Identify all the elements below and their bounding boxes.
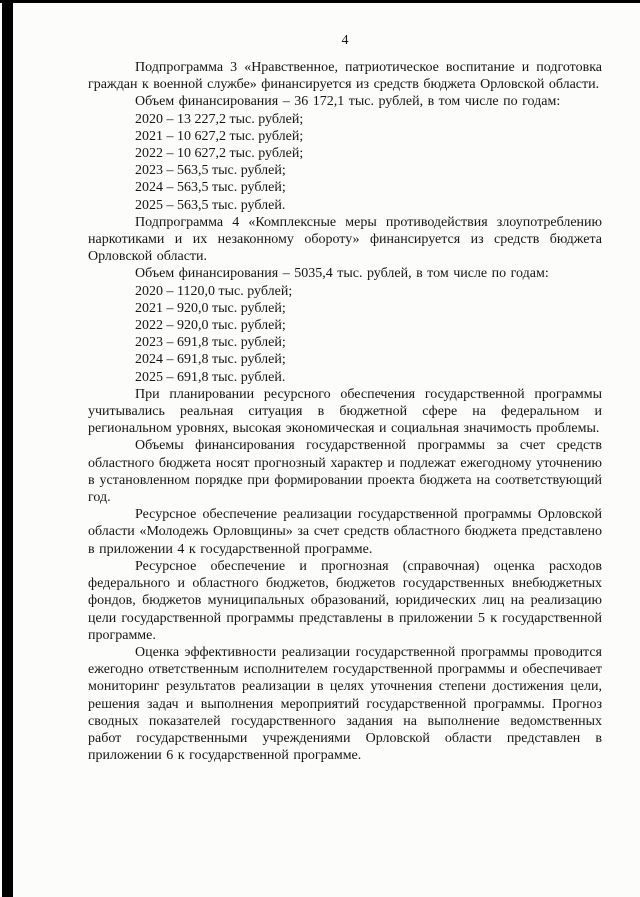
paragraph: Подпрограмма 3 «Нравственное, патриотическое воспитание и подготовка граждан к военной службе» финансируется из средств бюджета Орловской области. — [88, 60, 602, 93]
paragraph: При планировании ресурсного обеспечения государственной программы учитывались реальная ситуация в бюджетной сфере на федеральном и региональном уровнях, высокая экономическая и социальная значимость проблемы. — [88, 386, 602, 437]
paragraph: Объем финансирования – 5035,4 тыс. рублей, в том числе по годам: — [135, 266, 549, 282]
page-number: 4 — [341, 33, 349, 48]
funding-year-line: 2020 – 1120,0 тыс. рублей; — [135, 283, 293, 299]
funding-year-line: 2023 – 691,8 тыс. рублей; — [135, 335, 286, 351]
document-page — [88, 0, 602, 764]
paragraph: Оценка эффективности реализации государственной программы проводится ежегодно ответственным исполнителем государственной программы и обеспечивает мониторинг результатов реализации в целях уточнения степени достижения цели, решения задач и выполнения мероприятий государственной программы. Прогноз сводных показателей государственного задания на выполнение ведомственных работ государственными учреждениями Орловской области представлен в приложении 6 к государственной программе. — [88, 644, 602, 764]
paragraph: Подпрограмма 4 «Комплексные меры противодействия злоупотреблению наркотиками и их незаконному обороту» финансируется из средств бюджета Орловской области. — [88, 214, 602, 265]
scan-edge-left — [2, 0, 13, 897]
funding-year-line: 2023 – 563,5 тыс. рублей; — [135, 163, 286, 179]
paragraph: Ресурсное обеспечение реализации государственной программы Орловской области «Молодежь Орловщины» за счет средств областного бюджета представлено в приложении 4 к государственной программе. — [88, 507, 602, 557]
funding-year-line: 2021 – 920,0 тыс. рублей; — [135, 300, 286, 316]
funding-year-line: 2025 – 691,8 тыс. рублей. — [135, 369, 286, 385]
paragraph: Объемы финансирования государственной программы за счет средств областного бюджета носят прогнозный характер и подлежат ежегодному уточнению в установленном порядке при формировании проекта бюджета на соответствующий год. — [88, 438, 602, 506]
funding-year-line: 2024 – 563,5 тыс. рублей; — [135, 180, 286, 196]
paragraph: Ресурсное обеспечение и прогнозная (справочная) оценка расходов федерального и областного бюджетов, бюджетов государственных внебюджетных фондов, бюджетов муниципальных образований, юридических лиц на реализацию цели государственной программы представлены в приложении 5 к государственной программе. — [88, 558, 602, 643]
funding-year-line: 2025 – 563,5 тыс. рублей. — [135, 197, 286, 213]
paragraph: Объем финансирования – 36 172,1 тыс. рублей, в том числе по годам: — [135, 94, 561, 110]
funding-year-line: 2022 – 920,0 тыс. рублей; — [135, 318, 286, 334]
funding-year-line: 2020 – 13 227,2 тыс. рублей; — [135, 111, 304, 127]
funding-year-line: 2024 – 691,8 тыс. рублей; — [135, 352, 286, 368]
document-text — [88, 59, 602, 764]
funding-year-line: 2022 – 10 627,2 тыс. рублей; — [135, 146, 304, 162]
funding-year-line: 2021 – 10 627,2 тыс. рублей; — [135, 128, 304, 144]
